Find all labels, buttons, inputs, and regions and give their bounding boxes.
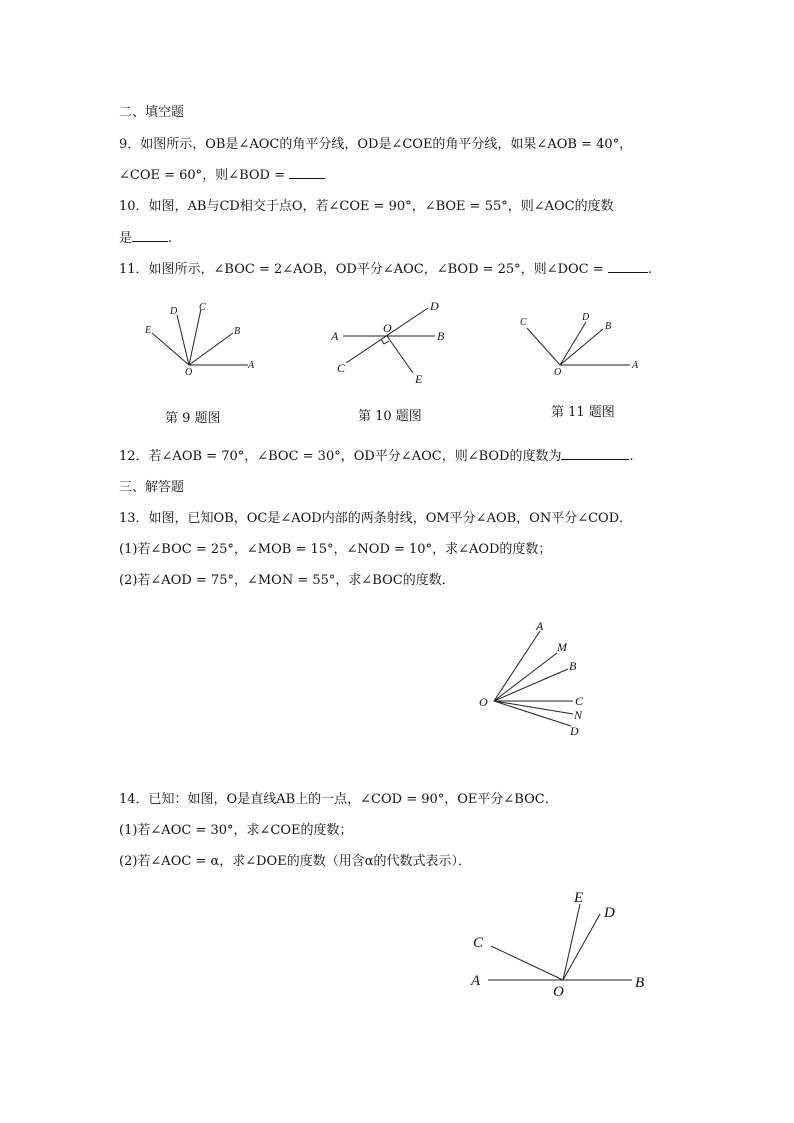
q10-line2: 是 . <box>119 231 173 246</box>
section-title-answer: 三、解答题 <box>119 480 185 495</box>
fig9-label-e: E <box>145 325 152 336</box>
q10-line2-text: 是 <box>119 231 133 246</box>
fig14-label-c: C <box>473 935 484 951</box>
fig13-label-b: B <box>569 659 577 673</box>
q9-line2-text: ∠COE = 60°，则∠BOD = <box>119 168 290 183</box>
fig11-label-b: B <box>605 321 612 332</box>
fig9-label-b: B <box>234 326 241 337</box>
fig11-label-o: O <box>554 367 562 378</box>
fig9-label-c: C <box>199 302 206 313</box>
q10-answer-blank[interactable] <box>132 229 168 242</box>
figure-10 <box>325 295 455 390</box>
q12-line1-text: 12．若∠AOB = 70°，∠BOC = 30°，OD平分∠AOC，则∠BOD的度数为 <box>119 449 562 464</box>
q12-answer-blank[interactable] <box>561 447 629 460</box>
fig14-label-a: A <box>471 973 481 989</box>
q11-line1-text: 11．如图所示，∠BOC = 2∠AOB，OD平分∠AOC，∠BOD = 25°，则∠DOC = <box>119 262 608 277</box>
q12-line1: 12．若∠AOB = 70°，∠BOC = 30°，OD平分∠AOC，则∠BOD的度数为 . <box>119 449 634 464</box>
fig11-label-c: C <box>520 317 527 328</box>
fig14-label-o: O <box>553 984 564 1000</box>
fig10-label-e: E <box>415 372 423 386</box>
q14-line1: 14．已知：如图，O是直线AB上的一点，∠COD = 90°，OE平分∠BOC． <box>119 792 558 807</box>
fig10-label-o: O <box>383 321 392 335</box>
fig13-label-a: A <box>536 619 544 633</box>
fig14-label-e: E <box>574 890 584 906</box>
q11-answer-blank[interactable] <box>608 260 648 273</box>
fig13-label-o: O <box>479 695 488 709</box>
fig10-label-c: C <box>337 361 346 375</box>
q13-line1: 13．如图，已知OB，OC是∠AOD内部的两条射线，OM平分∠AOB，ON平分∠COD． <box>119 511 633 526</box>
fig10-label-d: D <box>430 299 439 313</box>
fig11-label-d: D <box>582 312 590 323</box>
figure-13 <box>470 612 600 742</box>
figure-14 <box>460 880 660 1005</box>
fig11-caption: 第 11 题图 <box>551 405 615 420</box>
figure-11 <box>510 305 650 385</box>
fig10-label-a: A <box>331 329 339 343</box>
fig9-label-o: O <box>185 367 193 378</box>
fig14-label-b: B <box>635 975 645 991</box>
fig9-label-a: A <box>248 360 255 371</box>
fig13-label-c: C <box>575 694 584 708</box>
fig13-label-m: M <box>557 640 567 654</box>
fig9-label-d: D <box>170 306 178 317</box>
q10-line1: 10．如图，AB与CD相交于点O，若∠COE = 90°，∠BOE = 55°，则∠AOC的度数 <box>119 199 614 214</box>
fig9-caption: 第 9 题图 <box>165 411 221 426</box>
q11-line1: 11．如图所示，∠BOC = 2∠AOB，OD平分∠AOC，∠BOD = 25°，则∠DOC = . <box>119 262 652 277</box>
q13-line2: (1)若∠BOC = 25°，∠MOB = 15°，∠NOD = 10°，求∠AOD的度数； <box>119 542 552 557</box>
fig13-label-n: N <box>574 708 583 722</box>
q14-line3: (2)若∠AOC = α，求∠DOE的度数（用含α的代数式表示）． <box>119 854 471 869</box>
q13-line3: (2)若∠AOD = 75°，∠MON = 55°，求∠BOC的度数． <box>119 573 455 588</box>
fig14-label-d: D <box>604 905 615 921</box>
q9-answer-blank[interactable] <box>289 166 325 179</box>
fig10-caption: 第 10 题图 <box>358 409 422 424</box>
q9-line1: 9．如图所示，OB是∠AOC的角平分线，OD是∠COE的角平分线，如果∠AOB = 40°， <box>119 137 633 152</box>
q9-line2 <box>119 166 325 185</box>
q14-line2: (1)若∠AOC = 30°，求∠COE的度数； <box>119 823 353 838</box>
fig11-label-a: A <box>632 360 639 371</box>
fig13-label-d: D <box>570 724 579 738</box>
section-title-fill-blank: 二、填空题 <box>119 105 185 120</box>
figure-9 <box>130 295 270 385</box>
fig10-label-b: B <box>437 329 445 343</box>
